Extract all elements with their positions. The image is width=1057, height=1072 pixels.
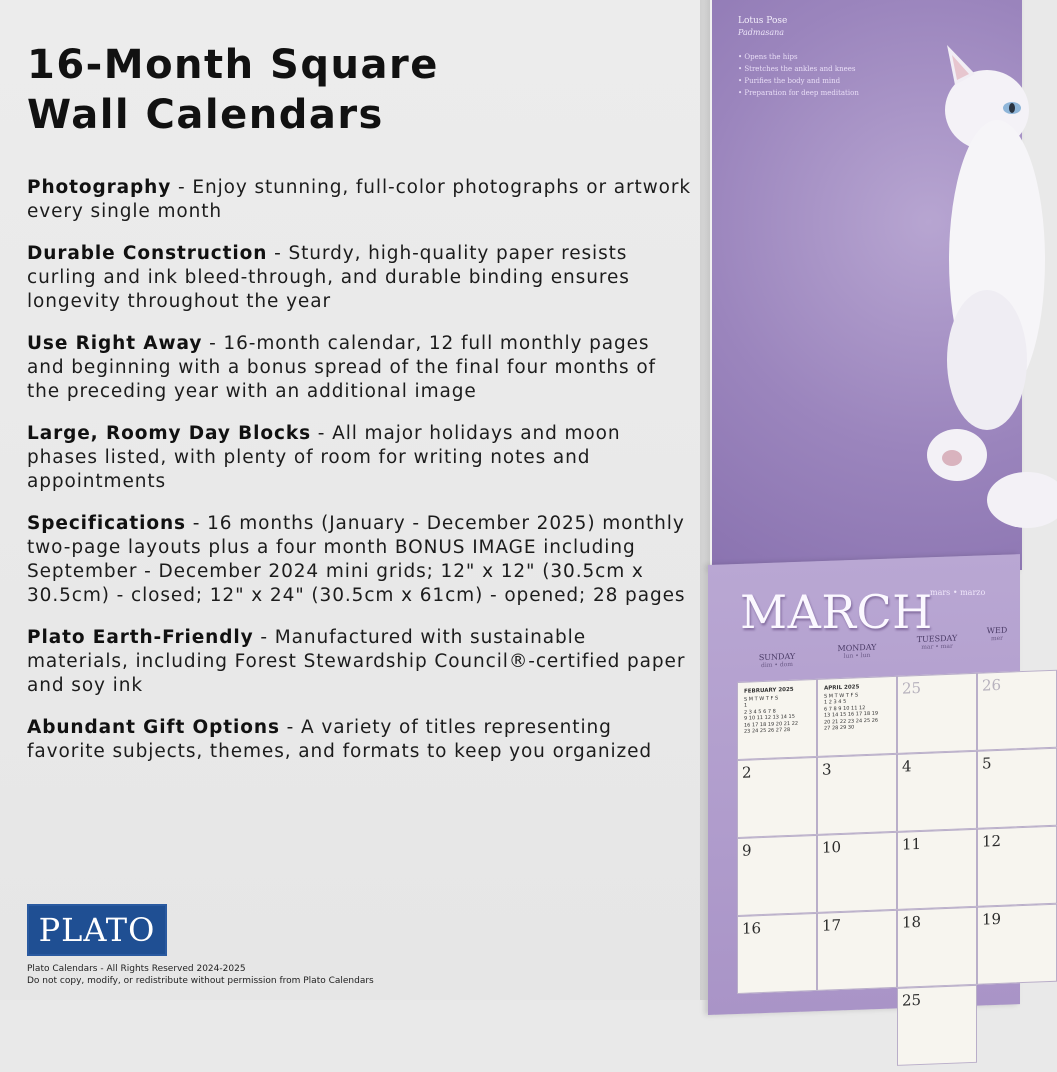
day-cell: [737, 913, 817, 994]
weekday-label: WED: [986, 625, 1008, 636]
day-cell: [977, 748, 1057, 829]
weekday-label: TUESDAY: [916, 633, 958, 645]
plato-logo: PLATO: [27, 904, 167, 956]
day-cell: [897, 673, 977, 754]
mini-row: 2 3 4 5 6 7 8: [744, 708, 776, 716]
day-cell: [817, 910, 897, 991]
mini-row: 6 7 8 9 10 11 12: [824, 704, 866, 713]
mini-row: S M T W T F S: [744, 694, 779, 703]
day-number: 3: [822, 760, 832, 779]
day-cell: [977, 904, 1057, 985]
day-number: 9: [742, 841, 752, 860]
feature-text: - All major holidays and moon phases listed, with plenty of room for writing notes and appointments: [27, 423, 621, 492]
title-line-2: Wall Calendars: [27, 92, 384, 138]
day-cell: [817, 832, 897, 913]
weekday-label: MONDAY: [837, 642, 877, 654]
day-cell: [897, 751, 977, 832]
calendar-grid: [737, 625, 1008, 1020]
month-subtitle: mars • marzo: [930, 588, 986, 597]
feature-text: - A variety of titles representing favorite subjects, themes, and formats to keep you organized: [27, 717, 653, 762]
month-title: MARCH: [740, 585, 933, 639]
day-number: 12: [982, 831, 1002, 851]
weekday-tuesday: [897, 633, 977, 658]
day-number: 2: [742, 763, 752, 782]
weekday-wednesday: [977, 625, 1017, 649]
mini-row: 27 28 29 30: [824, 724, 855, 732]
feature-text: - Enjoy stunning, full-color photographs or artwork every single month: [27, 177, 692, 222]
feature-item: [27, 512, 692, 608]
day-cell: [737, 757, 817, 838]
copyright-line-1: Plato Calendars - All Rights Reserved 2024-2025: [27, 964, 246, 974]
feature-item: [27, 242, 692, 314]
pose-name: Lotus Pose: [738, 16, 788, 26]
white-kitten-illustration: [917, 30, 1037, 450]
day-number: 18: [902, 912, 922, 932]
feature-heading: Large, Roomy Day Blocks: [27, 423, 311, 444]
pose-benefit: • Opens the hips: [738, 53, 798, 61]
mini-row: 9 10 11 12 13 14 15: [744, 713, 795, 722]
weekday-sublabel: mar • mar: [921, 642, 953, 651]
mini-row: 16 17 18 19 20 21 22: [744, 720, 799, 729]
weekday-sublabel: mer: [990, 634, 1004, 643]
feature-text: - Manufactured with sustainable materials, including Forest Stewardship Council®-certified paper and soy ink: [27, 627, 686, 696]
weekday-sublabel: dim • dom: [761, 660, 793, 670]
feature-heading: Use Right Away: [27, 333, 203, 354]
pose-sanskrit: Padmasana: [738, 28, 785, 37]
mini-calendar-title: APRIL 2025: [824, 684, 860, 692]
feature-heading: Durable Construction: [27, 243, 268, 264]
copyright-notice: [27, 963, 374, 987]
weekday-sunday: [737, 651, 817, 676]
feature-text: - Sturdy, high-quality paper resists curling and ink bleed-through, and durable binding ensures longevity throughout the year: [27, 243, 630, 312]
mini-row: 1 2 3 4 5: [824, 698, 847, 706]
day-cell: [737, 835, 817, 916]
day-cell: [977, 670, 1057, 751]
mini-calendar-cell: [737, 679, 817, 760]
mini-row: 1: [744, 702, 748, 709]
calendar-top-page: [710, 0, 1022, 570]
feature-heading: Specifications: [27, 513, 186, 534]
day-cell: [977, 826, 1057, 907]
pose-benefit: • Stretches the ankles and knees: [738, 65, 856, 73]
feature-item: [27, 716, 692, 764]
day-number: 10: [822, 838, 842, 857]
mini-calendar-april: [824, 684, 878, 733]
feature-text: - 16 months (January - December 2025) monthly two-page layouts plus a four month BONUS IMAGE including September - December 2024 mini grids; 12" x 12" (30.5cm x 30.5cm) - closed; 12" x 24" (30.5cm x 61cm) - opened; 28 pages: [27, 513, 686, 606]
day-number: 4: [902, 757, 912, 776]
feature-list: [27, 176, 692, 782]
page-title: [27, 40, 687, 140]
pose-benefit: • Purifies the body and mind: [738, 77, 841, 85]
mini-row: 20 21 22 23 24 25 26: [824, 717, 879, 726]
mini-calendar-february: [744, 687, 798, 736]
day-number: 16: [742, 919, 762, 938]
weekday-sublabel: lun • lun: [843, 651, 871, 660]
pose-benefits: [738, 52, 878, 100]
day-cell: [897, 907, 977, 988]
weekday-monday: [817, 642, 897, 667]
mini-calendar-cell: [817, 676, 897, 757]
day-cell: [897, 985, 977, 1066]
mini-row: S M T W T F S: [824, 691, 859, 700]
mini-calendar-title: FEBRUARY 2025: [744, 686, 794, 695]
feature-item: [27, 626, 692, 698]
calendar-photo: [700, 0, 1008, 1010]
copyright-line-2: Do not copy, modify, or redistribute without permission from Plato Calendars: [27, 976, 374, 986]
day-number: 25: [902, 990, 922, 1010]
mini-row: 13 14 15 16 17 18 19: [824, 710, 879, 719]
title-line-1: 16-Month Square: [27, 42, 439, 88]
pose-benefit: • Preparation for deep meditation: [738, 89, 859, 97]
feature-heading: Abundant Gift Options: [27, 717, 280, 738]
day-number: 25: [902, 678, 922, 698]
day-number: 26: [982, 675, 1002, 695]
day-number: 5: [982, 754, 992, 773]
feature-item: [27, 422, 692, 494]
weekday-label: SUNDAY: [758, 651, 796, 663]
feature-heading: Plato Earth-Friendly: [27, 627, 254, 648]
day-cell: [817, 754, 897, 835]
day-number: 17: [822, 916, 842, 935]
day-cell: [897, 829, 977, 910]
feature-text: - 16-month calendar, 12 full monthly pages and beginning with a bonus spread of the final four months of the preceding year with an additional image: [27, 333, 656, 402]
day-number: 11: [902, 834, 922, 854]
mini-row: 23 24 25 26 27 28: [744, 726, 791, 735]
feature-heading: Photography: [27, 177, 172, 198]
feature-item: [27, 176, 692, 224]
day-number: 19: [982, 909, 1002, 929]
feature-item: [27, 332, 692, 404]
